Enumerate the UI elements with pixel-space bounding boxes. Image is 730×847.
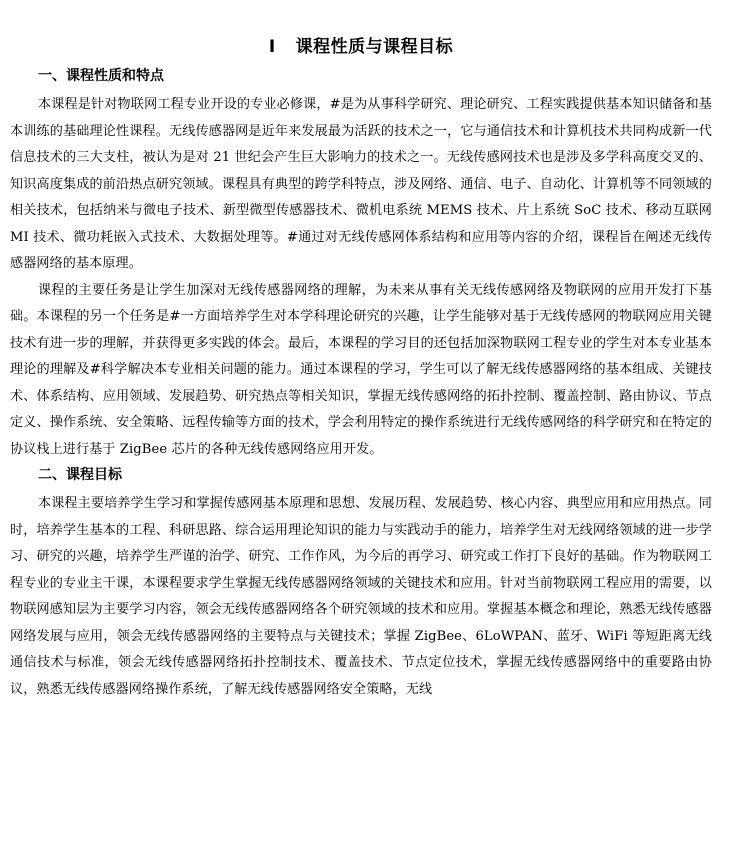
paragraph-nature-1: 本课程是针对物联网工程专业开设的专业必修课，#是为从事科学研究、理论研究、工程实践提供基本知识储备和基本训练的基础理论性课程。无线传感器网是近年来发展最为活跃的技术之一，它与通信技术和计算机技术共同构成新一代信息技术的三大支柱，被认为是对 21 世纪会产生巨大影响力的技术之一。无线传感网技术也是涉及多学科高度交叉的、知识高度集成的前沿热点研究领域。课程具有典型的跨学科特点，涉及网络、通信、电子、自动化、计算机等不同领域的相关技术，包括纳米与微电子技术、新型微型传感器技术、微机电系统 MEMS 技术、片上系统 SoC 技术、移动互联网 MI 技术、微功耗嵌入式技术、大数据处理等。#通过对无线传感网体系结构和应用等内容的介绍，课程旨在阐述无线传感器网络的基本原理。 — [10, 97, 712, 271]
section-heading-objectives: 二、课程目标 — [38, 467, 122, 483]
section-heading-nature: 一、课程性质和特点 — [38, 68, 164, 84]
paragraph-objectives-1: 本课程主要培养学生学习和掌握传感网基本原理和思想、发展历程、发展趋势、核心内容、典型应用和应用热点。同时，培养学生基本的工程、科研思路、综合运用理论知识的能力与实践动手的能力，培养学生对无线网络领域的进一步学习、研究的兴趣，培养学生严谨的治学、研究、工作作风，为今后的再学习、研究或工作打下良好的基础。作为物联网工程专业的专业主干课，本课程要求学生掌握无线传感器网络领域的关键技术和应用。针对当前物联网工程应用的需要，以物联网感知层为主要学习内容，领会无线传感器网络各个研究领域的技术和应用。掌握基本概念和理论，熟悉无线传感器网络发展与应用，领会无线传感器网络的主要特点与关键技术；掌握 ZigBee、6LoWPAN、蓝牙、WiFi 等短距离无线通信技术与标准，领会无线传感器网络拓扑控制技术、覆盖技术、节点定位技术，掌握无线传感器网络中的重要路由协议，熟悉无线传感器网络操作系统，了解无线传感器网络安全策略，无线 — [10, 496, 712, 697]
title-number: I — [268, 37, 276, 57]
page-title — [10, 34, 712, 60]
title-text: 课程性质与课程目标 — [295, 37, 454, 57]
paragraph-nature-2: 课程的主要任务是让学生加深对无线传感器网络的理解，为未来从事有关无线传感网络及物联网的应用开发打下基础。本课程的另一个任务是#一方面培养学生对本学科理论研究的兴趣，让学生能够对基于无线传感网的物联网应用关键技术有进一步的理解，并获得更多实践的体会。最后，本课程的学习目的还包括加深物联网工程专业的学生对本专业基本理论的理解及#科学解决本专业相关问题的能力。通过本课程的学习，学生可以了解无线传感器网络的基本组成、关键技术、体系结构、应用领域、发展趋势、研究热点等相关知识，掌握无线传感网络的拓扑控制、覆盖控制、路由协议、节点定义、操作系统、安全策略、远程传输等方面的技术，学会利用特定的操作系统进行无线传感网络的科学研究和在特定的协议栈上进行基于 ZigBee 芯片的各种无线传感网络应用开发。 — [10, 282, 712, 457]
